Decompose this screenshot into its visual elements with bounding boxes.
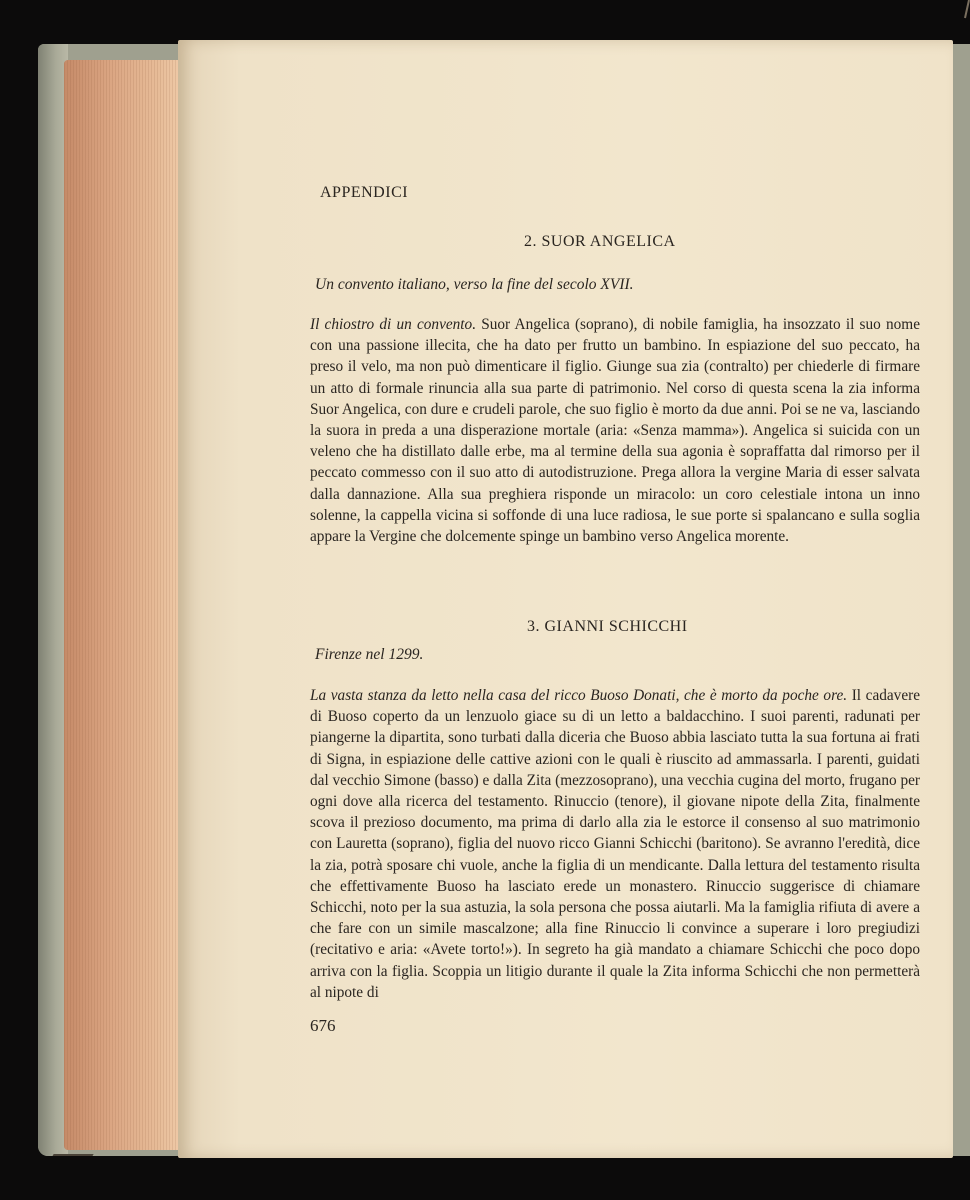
section-body-gianni-schicchi (310, 685, 920, 1003)
body-lead-suor-angelica: Il chiostro di un convento. (310, 316, 477, 333)
running-head: APPENDICI (320, 184, 409, 201)
body-text-suor-angelica: Suor Angelica (soprano), di nobile famiglia, ha insozzato il suo nome con una passione illecita, che ha dato per frutto un bambino. In espiazione del suo peccato, ha preso il velo, ma non può dimenticare il figlio. Giunge sua zia (contralto) per chiederle di firmare un atto di formale rinuncia alla sua parte di patrimonio. Nel corso di questa scena la zia informa Suor Angelica, con dure e crudeli parole, che suo figlio è morto da due anni. Poi se ne va, lasciando la suora in preda a una disperazione mortale (aria: «Senza mamma»). Angelica si suicida con un veleno che ha distillato dalle erbe, ma al termine della sua agonia è sopraffatta dal rimorso per il peccato commesso con il suo atto di autodistruzione. Prega allora la vergine Maria di esser salvata dalla dannazione. Alla sua preghiera risponde un miracolo: un coro celestiale intona un inno solenne, la cappella vicina si soffonde di una luce radiosa, le sue porte si spalancano e sulla soglia appare la Vergine che dolcemente spinge un bambino verso Angelica morente. (310, 316, 920, 546)
section-setting-gianni-schicchi: Firenze nel 1299. (315, 646, 424, 663)
section-title-gianni-schicchi: 3. GIANNI SCHICCHI (527, 618, 688, 635)
page-edges (64, 60, 182, 1150)
corner-mark-icon (955, 0, 970, 20)
section-setting-suor-angelica: Un convento italiano, verso la fine del secolo XVII. (315, 276, 634, 293)
section-title-suor-angelica: 2. SUOR ANGELICA (524, 233, 676, 250)
body-lead-gianni-schicchi: La vasta stanza da letto nella casa del ricco Buoso Donati, che è morto da poche ore. (310, 687, 848, 704)
page-number: 676 (310, 1016, 336, 1035)
section-body-suor-angelica (310, 314, 920, 547)
body-text-gianni-schicchi: Il cadavere di Buoso coperto da un lenzuolo giace su di un letto a baldacchino. I suoi parenti, radunati per piangerne la dipartita, sono turbati dalla diceria che Buoso abbia lasciato tutta la sua fortuna ai frati di Signa, in espiazione delle cattive azioni con le quali è riuscito ad ammassarla. I parenti, guidati dal vecchio Simone (basso) e dalla Zita (mezzosoprano), una vecchia cugina del morto, frugano per ogni dove alla ricerca del testamento. Rinuccio (tenore), il giovane nipote della Zita, finalmente scova il prezioso documento, ma prima di darlo alla zia le estorce il consenso al suo matrimonio con Lauretta (soprano), figlia del nuovo ricco Gianni Schicchi (baritono). Se avranno l'eredità, dice la zia, potrà sposare chi vuole, anche la figlia di un mendicante. Dalla lettura del testamento risulta che effettivamente Buoso ha lasciato erede un monastero. Rinuccio suggerisce di chiamare Schicchi, noto per la sua astuzia, la sola persona che possa aiutarli. Ma la famiglia rifiuta di avere a che fare con un simile mascalzone; alla fine Rinuccio li convince a superare i loro pregiudizi (recitativo e aria: «Avete torto!»). In segreto ha già mandato a chiamare Schicchi che poco dopo arriva con la figlia. Scoppia un litigio durante il quale la Zita informa Schicchi che non permetterà al nipote di (310, 687, 920, 1001)
